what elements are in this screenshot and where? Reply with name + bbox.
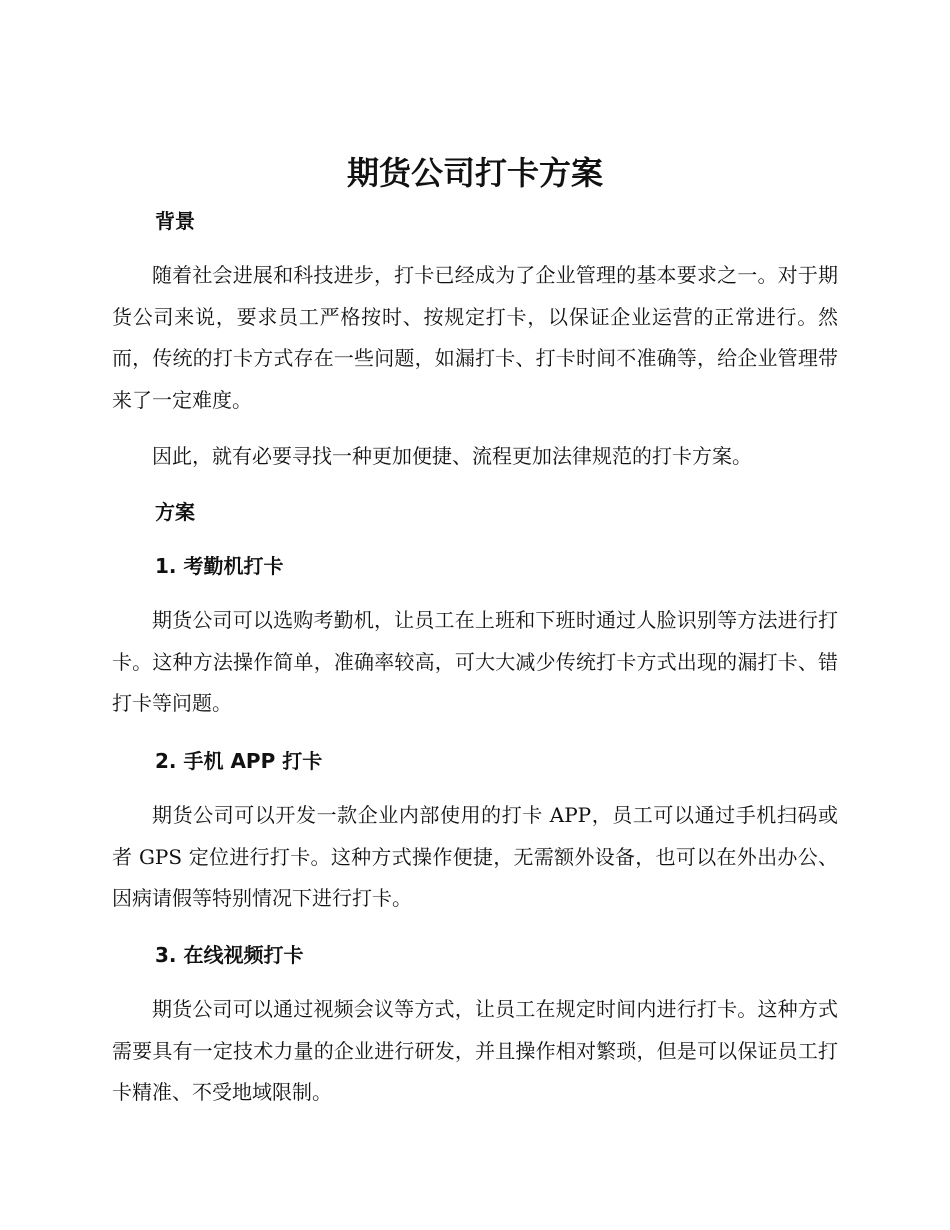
plan-item-paragraph-3: 期货公司可以通过视频会议等方式，让员工在规定时间内进行打卡。这种方式需要具有一定技术力量的企业进行研发，并且操作相对繁琐，但是可以保证员工打卡精准、不受地域限制。 <box>112 997 838 1104</box>
plan-item-heading-1: 1. 考勤机打卡 <box>155 554 284 578</box>
paragraph-background-2: 因此，就有必要寻找一种更加便捷、流程更加法律规范的打卡方案。 <box>152 444 752 468</box>
section-heading-plan: 方案 <box>155 500 195 524</box>
paragraph-background-1: 随着社会进展和科技进步，打卡已经成为了企业管理的基本要求之一。对于期货公司来说，要求员工严格按时、按规定打卡，以保证企业运营的正常进行。然而，传统的打卡方式存在一些问题，如漏打卡、打卡时间不准确等，给企业管理带来了一定难度。 <box>112 263 838 412</box>
document-title: 期货公司打卡方案 <box>346 154 603 192</box>
plan-item-heading-2: 2. 手机 APP 打卡 <box>155 749 323 773</box>
plan-item-heading-3: 3. 在线视频打卡 <box>155 943 304 967</box>
plan-item-paragraph-1: 期货公司可以选购考勤机，让员工在上班和下班时通过人脸识别等方法进行打卡。这种方法操作简单，准确率较高，可大大减少传统打卡方式出现的漏打卡、错打卡等问题。 <box>112 608 838 715</box>
section-heading-background: 背景 <box>155 209 195 233</box>
plan-item-paragraph-2: 期货公司可以开发一款企业内部使用的打卡 APP，员工可以通过手机扫码或者 GPS 定位进行打卡。这种方式操作便捷，无需额外设备，也可以在外出办公、因病请假等特别情况下进行打卡。 <box>112 803 838 910</box>
